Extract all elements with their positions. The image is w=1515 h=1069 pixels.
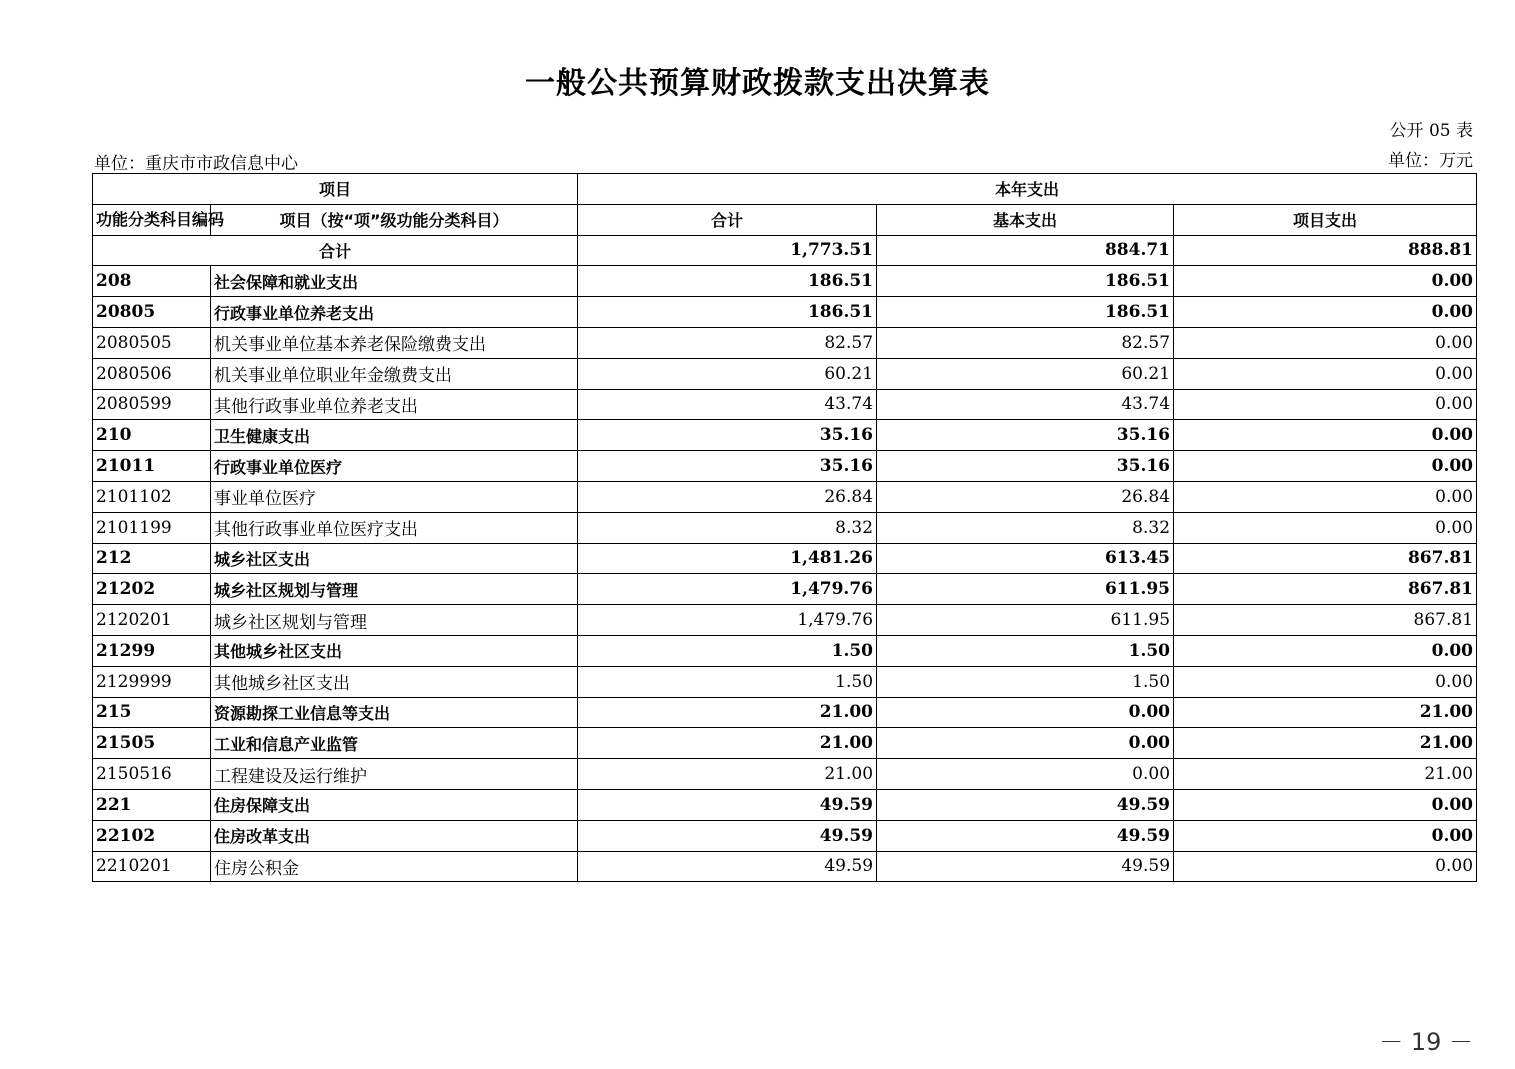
- currency-unit: 单位：万元: [1388, 151, 1473, 171]
- code-cell: 2210201: [93, 851, 211, 882]
- table-row: [93, 481, 1477, 512]
- project-cell: 0.00: [1174, 635, 1477, 666]
- basic-cell: 49.59: [877, 851, 1174, 882]
- code-cell: 21299: [93, 635, 211, 666]
- total-cell: 49.59: [578, 789, 877, 820]
- code-cell: 2150516: [93, 759, 211, 790]
- total-cell: 21.00: [578, 697, 877, 728]
- item-name-cell: 住房改革支出: [211, 820, 578, 851]
- item-name-cell: 机关事业单位基本养老保险缴费支出: [211, 327, 578, 358]
- basic-cell: 0.00: [877, 759, 1174, 790]
- page-number: － 19 －: [1379, 1028, 1473, 1056]
- table-row: [93, 851, 1477, 882]
- header-code: 功能分类科目编码: [93, 204, 211, 235]
- project-cell: 21.00: [1174, 728, 1477, 759]
- item-name-cell: 行政事业单位养老支出: [211, 297, 578, 328]
- item-name-cell: 住房保障支出: [211, 789, 578, 820]
- project-cell: 0.00: [1174, 327, 1477, 358]
- code-cell: 212: [93, 543, 211, 574]
- basic-cell: 0.00: [877, 728, 1174, 759]
- total-cell: 60.21: [578, 358, 877, 389]
- total-cell: 43.74: [578, 389, 877, 420]
- item-name-cell: 其他行政事业单位医疗支出: [211, 512, 578, 543]
- project-cell: 0.00: [1174, 851, 1477, 882]
- page-title: 一般公共预算财政拨款支出决算表: [525, 66, 990, 101]
- item-name-cell: 城乡社区支出: [211, 543, 578, 574]
- item-name-cell: 其他城乡社区支出: [211, 666, 578, 697]
- item-name-cell: 工业和信息产业监管: [211, 728, 578, 759]
- project-cell: 0.00: [1174, 358, 1477, 389]
- item-name-cell: 卫生健康支出: [211, 420, 578, 451]
- item-name-cell: 社会保障和就业支出: [211, 266, 578, 297]
- item-name-cell: 资源勘探工业信息等支出: [211, 697, 578, 728]
- code-cell: 21202: [93, 574, 211, 605]
- basic-cell: 60.21: [877, 358, 1174, 389]
- item-name-cell: 城乡社区规划与管理: [211, 574, 578, 605]
- total-cell: 49.59: [578, 820, 877, 851]
- reporting-unit: 单位：重庆市市政信息中心: [94, 154, 298, 174]
- total-cell: 21.00: [578, 759, 877, 790]
- basic-cell: 26.84: [877, 481, 1174, 512]
- total-cell: 1,481.26: [578, 543, 877, 574]
- table-row: [93, 389, 1477, 420]
- code-cell: 2129999: [93, 666, 211, 697]
- table-row: [93, 605, 1477, 636]
- header-basic: 基本支出: [877, 204, 1174, 235]
- project-cell: 0.00: [1174, 789, 1477, 820]
- project-cell: 0.00: [1174, 297, 1477, 328]
- total-cell: 1,479.76: [578, 574, 877, 605]
- basic-cell: 49.59: [877, 789, 1174, 820]
- table-row: [93, 420, 1477, 451]
- total-cell: 186.51: [578, 266, 877, 297]
- basic-cell: 35.16: [877, 420, 1174, 451]
- expenditure-table: [92, 173, 1477, 882]
- table-row: [93, 728, 1477, 759]
- project-cell: 0.00: [1174, 389, 1477, 420]
- table-row: [93, 666, 1477, 697]
- header-total: 合计: [578, 204, 877, 235]
- project-cell: 867.81: [1174, 543, 1477, 574]
- project-cell: 867.81: [1174, 605, 1477, 636]
- table-body: [93, 235, 1477, 882]
- code-cell: 208: [93, 266, 211, 297]
- basic-cell: 613.45: [877, 543, 1174, 574]
- total-label: 合计: [93, 235, 578, 266]
- item-name-cell: 住房公积金: [211, 851, 578, 882]
- code-cell: 2080505: [93, 327, 211, 358]
- basic-cell: 49.59: [877, 820, 1174, 851]
- header-project-exp: 项目支出: [1174, 204, 1477, 235]
- code-cell: 221: [93, 789, 211, 820]
- form-number: 公开 05 表: [1389, 121, 1473, 141]
- project-cell: 0.00: [1174, 820, 1477, 851]
- basic-cell: 82.57: [877, 327, 1174, 358]
- total-basic: 884.71: [877, 235, 1174, 266]
- project-cell: 0.00: [1174, 420, 1477, 451]
- table-row: [93, 297, 1477, 328]
- project-cell: 0.00: [1174, 481, 1477, 512]
- basic-cell: 186.51: [877, 266, 1174, 297]
- total-cell: 49.59: [578, 851, 877, 882]
- item-name-cell: 工程建设及运行维护: [211, 759, 578, 790]
- total-cell: 35.16: [578, 451, 877, 482]
- item-name-cell: 机关事业单位职业年金缴费支出: [211, 358, 578, 389]
- basic-cell: 43.74: [877, 389, 1174, 420]
- table-row: [93, 789, 1477, 820]
- table-row: [93, 266, 1477, 297]
- table-row: [93, 635, 1477, 666]
- project-cell: 0.00: [1174, 451, 1477, 482]
- total-cell: 1.50: [578, 635, 877, 666]
- code-cell: 22102: [93, 820, 211, 851]
- header-current-year: 本年支出: [578, 174, 1477, 205]
- table-row: [93, 358, 1477, 389]
- total-cell: 26.84: [578, 481, 877, 512]
- project-cell: 867.81: [1174, 574, 1477, 605]
- code-cell: 21011: [93, 451, 211, 482]
- table-row: [93, 512, 1477, 543]
- item-name-cell: 其他城乡社区支出: [211, 635, 578, 666]
- header-item: 项目（按“项”级功能分类科目）: [211, 204, 578, 235]
- code-cell: 210: [93, 420, 211, 451]
- table-row: [93, 820, 1477, 851]
- code-cell: 215: [93, 697, 211, 728]
- total-cell: 82.57: [578, 327, 877, 358]
- basic-cell: 1.50: [877, 635, 1174, 666]
- total-cell: 186.51: [578, 297, 877, 328]
- table-row: [93, 697, 1477, 728]
- table-row: [93, 574, 1477, 605]
- code-cell: 21505: [93, 728, 211, 759]
- total-cell: 21.00: [578, 728, 877, 759]
- code-cell: 2101102: [93, 481, 211, 512]
- basic-cell: 611.95: [877, 574, 1174, 605]
- total-row: [93, 235, 1477, 266]
- header-project: 项目: [93, 174, 578, 205]
- code-cell: 2101199: [93, 512, 211, 543]
- project-cell: 21.00: [1174, 697, 1477, 728]
- item-name-cell: 事业单位医疗: [211, 481, 578, 512]
- table-row: [93, 327, 1477, 358]
- basic-cell: 35.16: [877, 451, 1174, 482]
- table-row: [93, 759, 1477, 790]
- basic-cell: 8.32: [877, 512, 1174, 543]
- table-row: [93, 451, 1477, 482]
- total-cell: 1.50: [578, 666, 877, 697]
- code-cell: 2080599: [93, 389, 211, 420]
- total-project: 888.81: [1174, 235, 1477, 266]
- code-cell: 20805: [93, 297, 211, 328]
- total-cell: 1,479.76: [578, 605, 877, 636]
- code-cell: 2080506: [93, 358, 211, 389]
- project-cell: 0.00: [1174, 512, 1477, 543]
- item-name-cell: 行政事业单位医疗: [211, 451, 578, 482]
- basic-cell: 0.00: [877, 697, 1174, 728]
- item-name-cell: 其他行政事业单位养老支出: [211, 389, 578, 420]
- basic-cell: 186.51: [877, 297, 1174, 328]
- total-sum: 1,773.51: [578, 235, 877, 266]
- project-cell: 21.00: [1174, 759, 1477, 790]
- table-row: [93, 543, 1477, 574]
- basic-cell: 1.50: [877, 666, 1174, 697]
- item-name-cell: 城乡社区规划与管理: [211, 605, 578, 636]
- basic-cell: 611.95: [877, 605, 1174, 636]
- project-cell: 0.00: [1174, 266, 1477, 297]
- total-cell: 35.16: [578, 420, 877, 451]
- project-cell: 0.00: [1174, 666, 1477, 697]
- code-cell: 2120201: [93, 605, 211, 636]
- total-cell: 8.32: [578, 512, 877, 543]
